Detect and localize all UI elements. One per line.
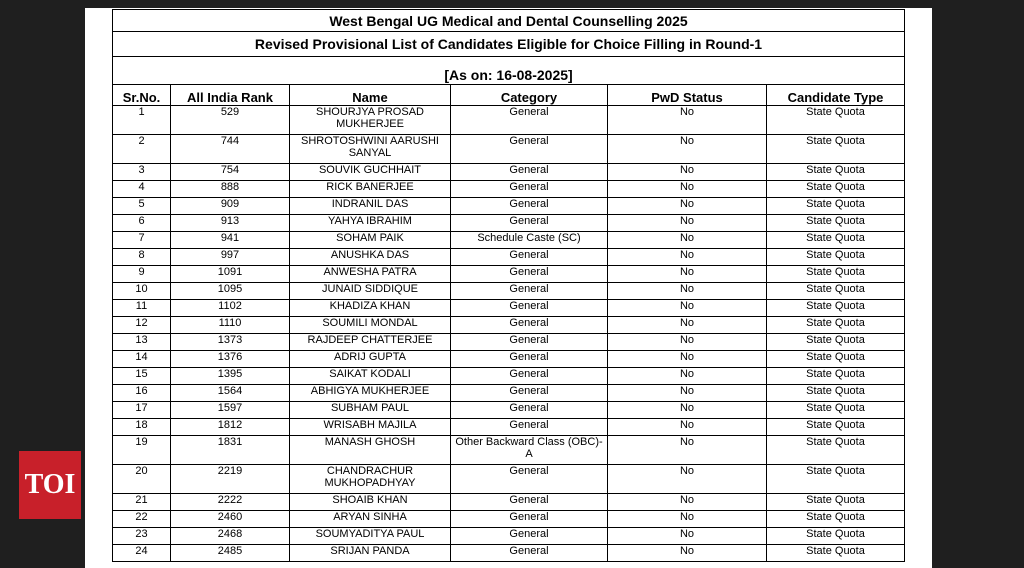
rank-cell: 1376 bbox=[171, 351, 290, 368]
sr-no-cell: 11 bbox=[113, 300, 171, 317]
name-cell: WRISABH MAJILA bbox=[290, 419, 451, 436]
rank-cell: 529 bbox=[171, 106, 290, 135]
sr-no-cell: 8 bbox=[113, 249, 171, 266]
name-cell: SRIJAN PANDA bbox=[290, 545, 451, 562]
rank-cell: 1395 bbox=[171, 368, 290, 385]
name-cell: RICK BANERJEE bbox=[290, 181, 451, 198]
category-cell: General bbox=[451, 545, 608, 562]
candidate-type-cell: State Quota bbox=[767, 402, 905, 419]
sr-no-cell: 17 bbox=[113, 402, 171, 419]
name-cell: CHANDRACHUR MUKHOPADHYAY bbox=[290, 465, 451, 494]
rank-cell: 2222 bbox=[171, 494, 290, 511]
pwd-status-cell: No bbox=[608, 283, 767, 300]
pwd-status-cell: No bbox=[608, 419, 767, 436]
candidate-type-cell: State Quota bbox=[767, 266, 905, 283]
column-header: Sr.No. bbox=[113, 85, 171, 106]
candidate-type-cell: State Quota bbox=[767, 545, 905, 562]
name-cell: SOUVIK GUCHHAIT bbox=[290, 164, 451, 181]
column-header: PwD Status bbox=[608, 85, 767, 106]
candidate-type-cell: State Quota bbox=[767, 135, 905, 164]
table-row bbox=[113, 528, 905, 545]
candidate-type-cell: State Quota bbox=[767, 249, 905, 266]
pwd-status-cell: No bbox=[608, 436, 767, 465]
pwd-status-cell: No bbox=[608, 249, 767, 266]
candidate-type-cell: State Quota bbox=[767, 198, 905, 215]
table-row bbox=[113, 368, 905, 385]
name-cell: YAHYA IBRAHIM bbox=[290, 215, 451, 232]
candidate-type-cell: State Quota bbox=[767, 300, 905, 317]
sr-no-cell: 6 bbox=[113, 215, 171, 232]
category-cell: General bbox=[451, 465, 608, 494]
category-cell: General bbox=[451, 368, 608, 385]
sr-no-cell: 9 bbox=[113, 266, 171, 283]
name-cell: ADRIJ GUPTA bbox=[290, 351, 451, 368]
table-row bbox=[113, 402, 905, 419]
pwd-status-cell: No bbox=[608, 494, 767, 511]
column-header-row bbox=[113, 85, 905, 106]
name-cell: ANWESHA PATRA bbox=[290, 266, 451, 283]
candidate-type-cell: State Quota bbox=[767, 436, 905, 465]
pwd-status-cell: No bbox=[608, 402, 767, 419]
sr-no-cell: 23 bbox=[113, 528, 171, 545]
category-cell: General bbox=[451, 402, 608, 419]
table-row bbox=[113, 198, 905, 215]
candidate-type-cell: State Quota bbox=[767, 232, 905, 249]
document-title: West Bengal UG Medical and Dental Counselling 2025 bbox=[113, 10, 905, 32]
rank-cell: 1091 bbox=[171, 266, 290, 283]
candidate-type-cell: State Quota bbox=[767, 511, 905, 528]
category-cell: General bbox=[451, 181, 608, 198]
rank-cell: 1110 bbox=[171, 317, 290, 334]
rank-cell: 997 bbox=[171, 249, 290, 266]
sr-no-cell: 21 bbox=[113, 494, 171, 511]
rank-cell: 1597 bbox=[171, 402, 290, 419]
category-cell: General bbox=[451, 528, 608, 545]
pwd-status-cell: No bbox=[608, 368, 767, 385]
sr-no-cell: 16 bbox=[113, 385, 171, 402]
table-row bbox=[113, 215, 905, 232]
category-cell: General bbox=[451, 511, 608, 528]
table-row bbox=[113, 385, 905, 402]
sr-no-cell: 14 bbox=[113, 351, 171, 368]
name-cell: JUNAID SIDDIQUE bbox=[290, 283, 451, 300]
table-body bbox=[113, 106, 905, 562]
candidate-type-cell: State Quota bbox=[767, 106, 905, 135]
toi-logo: TOI bbox=[19, 451, 81, 519]
rank-cell: 888 bbox=[171, 181, 290, 198]
pwd-status-cell: No bbox=[608, 232, 767, 249]
name-cell: ANUSHKA DAS bbox=[290, 249, 451, 266]
table-row bbox=[113, 164, 905, 181]
table-row bbox=[113, 266, 905, 283]
pwd-status-cell: No bbox=[608, 300, 767, 317]
pwd-status-cell: No bbox=[608, 334, 767, 351]
document-subtitle: Revised Provisional List of Candidates Eligible for Choice Filling in Round-1 bbox=[113, 32, 905, 57]
category-cell: General bbox=[451, 106, 608, 135]
candidate-type-cell: State Quota bbox=[767, 385, 905, 402]
column-header: All India Rank bbox=[171, 85, 290, 106]
category-cell: General bbox=[451, 300, 608, 317]
table-row bbox=[113, 135, 905, 164]
candidate-type-cell: State Quota bbox=[767, 465, 905, 494]
name-cell: SHOAIB KHAN bbox=[290, 494, 451, 511]
rank-cell: 1102 bbox=[171, 300, 290, 317]
name-cell: SHOURJYA PROSAD MUKHERJEE bbox=[290, 106, 451, 135]
category-cell: General bbox=[451, 419, 608, 436]
name-cell: SHROTOSHWINI AARUSHI SANYAL bbox=[290, 135, 451, 164]
name-cell: ABHIGYA MUKHERJEE bbox=[290, 385, 451, 402]
pwd-status-cell: No bbox=[608, 106, 767, 135]
name-cell: MANASH GHOSH bbox=[290, 436, 451, 465]
category-cell: Other Backward Class (OBC)-A bbox=[451, 436, 608, 465]
candidate-type-cell: State Quota bbox=[767, 317, 905, 334]
category-cell: General bbox=[451, 494, 608, 511]
rank-cell: 1373 bbox=[171, 334, 290, 351]
candidate-table bbox=[112, 9, 905, 562]
category-cell: General bbox=[451, 385, 608, 402]
sr-no-cell: 10 bbox=[113, 283, 171, 300]
column-header: Candidate Type bbox=[767, 85, 905, 106]
pwd-status-cell: No bbox=[608, 164, 767, 181]
candidate-type-cell: State Quota bbox=[767, 419, 905, 436]
rank-cell: 909 bbox=[171, 198, 290, 215]
name-cell: SAIKAT KODALI bbox=[290, 368, 451, 385]
rank-cell: 754 bbox=[171, 164, 290, 181]
pwd-status-cell: No bbox=[608, 385, 767, 402]
rank-cell: 941 bbox=[171, 232, 290, 249]
pwd-status-cell: No bbox=[608, 198, 767, 215]
rank-cell: 2219 bbox=[171, 465, 290, 494]
candidate-type-cell: State Quota bbox=[767, 164, 905, 181]
sr-no-cell: 15 bbox=[113, 368, 171, 385]
table-row bbox=[113, 511, 905, 528]
candidate-type-cell: State Quota bbox=[767, 334, 905, 351]
rank-cell: 1831 bbox=[171, 436, 290, 465]
sr-no-cell: 20 bbox=[113, 465, 171, 494]
rank-cell: 1564 bbox=[171, 385, 290, 402]
sr-no-cell: 2 bbox=[113, 135, 171, 164]
sr-no-cell: 3 bbox=[113, 164, 171, 181]
table-row bbox=[113, 545, 905, 562]
rank-cell: 913 bbox=[171, 215, 290, 232]
category-cell: General bbox=[451, 198, 608, 215]
category-cell: General bbox=[451, 164, 608, 181]
name-cell: SUBHAM PAUL bbox=[290, 402, 451, 419]
rank-cell: 2485 bbox=[171, 545, 290, 562]
table-row bbox=[113, 334, 905, 351]
table-row bbox=[113, 419, 905, 436]
name-cell: ARYAN SINHA bbox=[290, 511, 451, 528]
rank-cell: 2468 bbox=[171, 528, 290, 545]
name-cell: SOUMILI MONDAL bbox=[290, 317, 451, 334]
column-header: Name bbox=[290, 85, 451, 106]
pwd-status-cell: No bbox=[608, 215, 767, 232]
table-row bbox=[113, 494, 905, 511]
name-cell: KHADIZA KHAN bbox=[290, 300, 451, 317]
name-cell: SOUMYADITYA PAUL bbox=[290, 528, 451, 545]
pwd-status-cell: No bbox=[608, 181, 767, 198]
table-row bbox=[113, 351, 905, 368]
category-cell: General bbox=[451, 135, 608, 164]
pwd-status-cell: No bbox=[608, 511, 767, 528]
pwd-status-cell: No bbox=[608, 317, 767, 334]
table-row bbox=[113, 465, 905, 494]
rank-cell: 744 bbox=[171, 135, 290, 164]
rank-cell: 2460 bbox=[171, 511, 290, 528]
category-cell: General bbox=[451, 351, 608, 368]
category-cell: General bbox=[451, 334, 608, 351]
table-row bbox=[113, 232, 905, 249]
sr-no-cell: 24 bbox=[113, 545, 171, 562]
pwd-status-cell: No bbox=[608, 351, 767, 368]
sr-no-cell: 5 bbox=[113, 198, 171, 215]
pwd-status-cell: No bbox=[608, 266, 767, 283]
sr-no-cell: 13 bbox=[113, 334, 171, 351]
rank-cell: 1812 bbox=[171, 419, 290, 436]
pwd-status-cell: No bbox=[608, 528, 767, 545]
category-cell: General bbox=[451, 215, 608, 232]
name-cell: RAJDEEP CHATTERJEE bbox=[290, 334, 451, 351]
sr-no-cell: 19 bbox=[113, 436, 171, 465]
table-row bbox=[113, 317, 905, 334]
sr-no-cell: 18 bbox=[113, 419, 171, 436]
sr-no-cell: 12 bbox=[113, 317, 171, 334]
sr-no-cell: 4 bbox=[113, 181, 171, 198]
category-cell: General bbox=[451, 266, 608, 283]
candidate-type-cell: State Quota bbox=[767, 283, 905, 300]
category-cell: General bbox=[451, 317, 608, 334]
pwd-status-cell: No bbox=[608, 545, 767, 562]
sr-no-cell: 1 bbox=[113, 106, 171, 135]
sr-no-cell: 22 bbox=[113, 511, 171, 528]
category-cell: Schedule Caste (SC) bbox=[451, 232, 608, 249]
name-cell: SOHAM PAIK bbox=[290, 232, 451, 249]
category-cell: General bbox=[451, 249, 608, 266]
candidate-type-cell: State Quota bbox=[767, 351, 905, 368]
candidate-type-cell: State Quota bbox=[767, 528, 905, 545]
table-row bbox=[113, 181, 905, 198]
candidate-type-cell: State Quota bbox=[767, 181, 905, 198]
name-cell: INDRANIL DAS bbox=[290, 198, 451, 215]
candidate-type-cell: State Quota bbox=[767, 368, 905, 385]
pwd-status-cell: No bbox=[608, 135, 767, 164]
rank-cell: 1095 bbox=[171, 283, 290, 300]
candidate-type-cell: State Quota bbox=[767, 215, 905, 232]
column-header: Category bbox=[451, 85, 608, 106]
table-row bbox=[113, 283, 905, 300]
table-row bbox=[113, 249, 905, 266]
table-row bbox=[113, 300, 905, 317]
as-on-date: [As on: 16-08-2025] bbox=[113, 57, 905, 85]
pwd-status-cell: No bbox=[608, 465, 767, 494]
sr-no-cell: 7 bbox=[113, 232, 171, 249]
category-cell: General bbox=[451, 283, 608, 300]
table-row bbox=[113, 436, 905, 465]
candidate-type-cell: State Quota bbox=[767, 494, 905, 511]
table-row bbox=[113, 106, 905, 135]
